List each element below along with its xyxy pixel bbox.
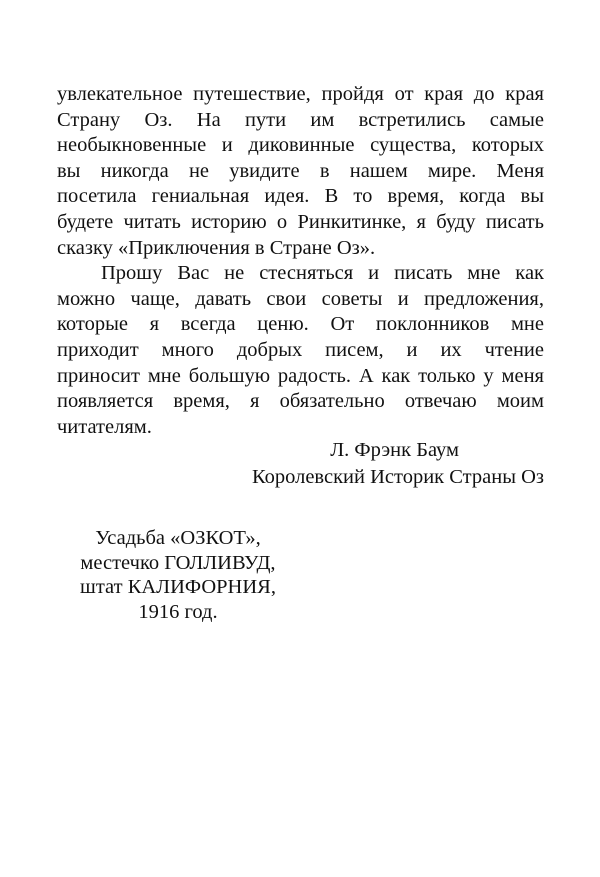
letter-body xyxy=(57,82,544,440)
text-line: приходит много добрых писем, и их чтение xyxy=(57,338,544,361)
signature-title: Королевский Историк Страны Оз xyxy=(251,466,544,488)
text-line: приносит мне большую радость. А как только у меня xyxy=(57,364,544,387)
address-line: 1916 год. xyxy=(138,600,218,623)
text-line: будете читать историю о Ринкитинке, я буду писать xyxy=(57,210,544,233)
text-line: читателям. xyxy=(57,415,152,438)
text-line: можно чаще, давать свои советы и предложения, xyxy=(57,287,544,310)
text-line: увлекательное путешествие, пройдя от края до края xyxy=(57,83,544,105)
address-line: штат КАЛИФОРНИЯ, xyxy=(80,576,276,598)
signature-block xyxy=(252,437,544,491)
text-line: посетила гениальная идея. В то время, когда вы xyxy=(57,185,544,208)
text-line: Прошу Вас не стесняться и писать мне как xyxy=(101,262,544,285)
paragraph-1 xyxy=(57,82,544,261)
text-line: вы никогда не увидите в нашем мире. Меня xyxy=(57,159,544,182)
text-line: необыкновенные и диковинные существа, которых xyxy=(57,134,544,157)
text-line: которые я всегда ценю. От поклонников мне xyxy=(57,313,544,336)
text-line: появляется время, я обязательно отвечаю моим xyxy=(57,390,544,413)
paragraph-2 xyxy=(57,261,544,440)
text-line: Страну Оз. На пути им встретились самые xyxy=(57,108,544,131)
address-line: Усадьба «ОЗКОТ», xyxy=(95,527,261,549)
text-line: сказку «Приключения в Стране Оз». xyxy=(57,236,376,259)
address-block xyxy=(68,526,288,624)
signature-name: Л. Фрэнк Баум xyxy=(330,439,459,461)
address-line: местечко ГОЛЛИВУД, xyxy=(80,551,276,574)
